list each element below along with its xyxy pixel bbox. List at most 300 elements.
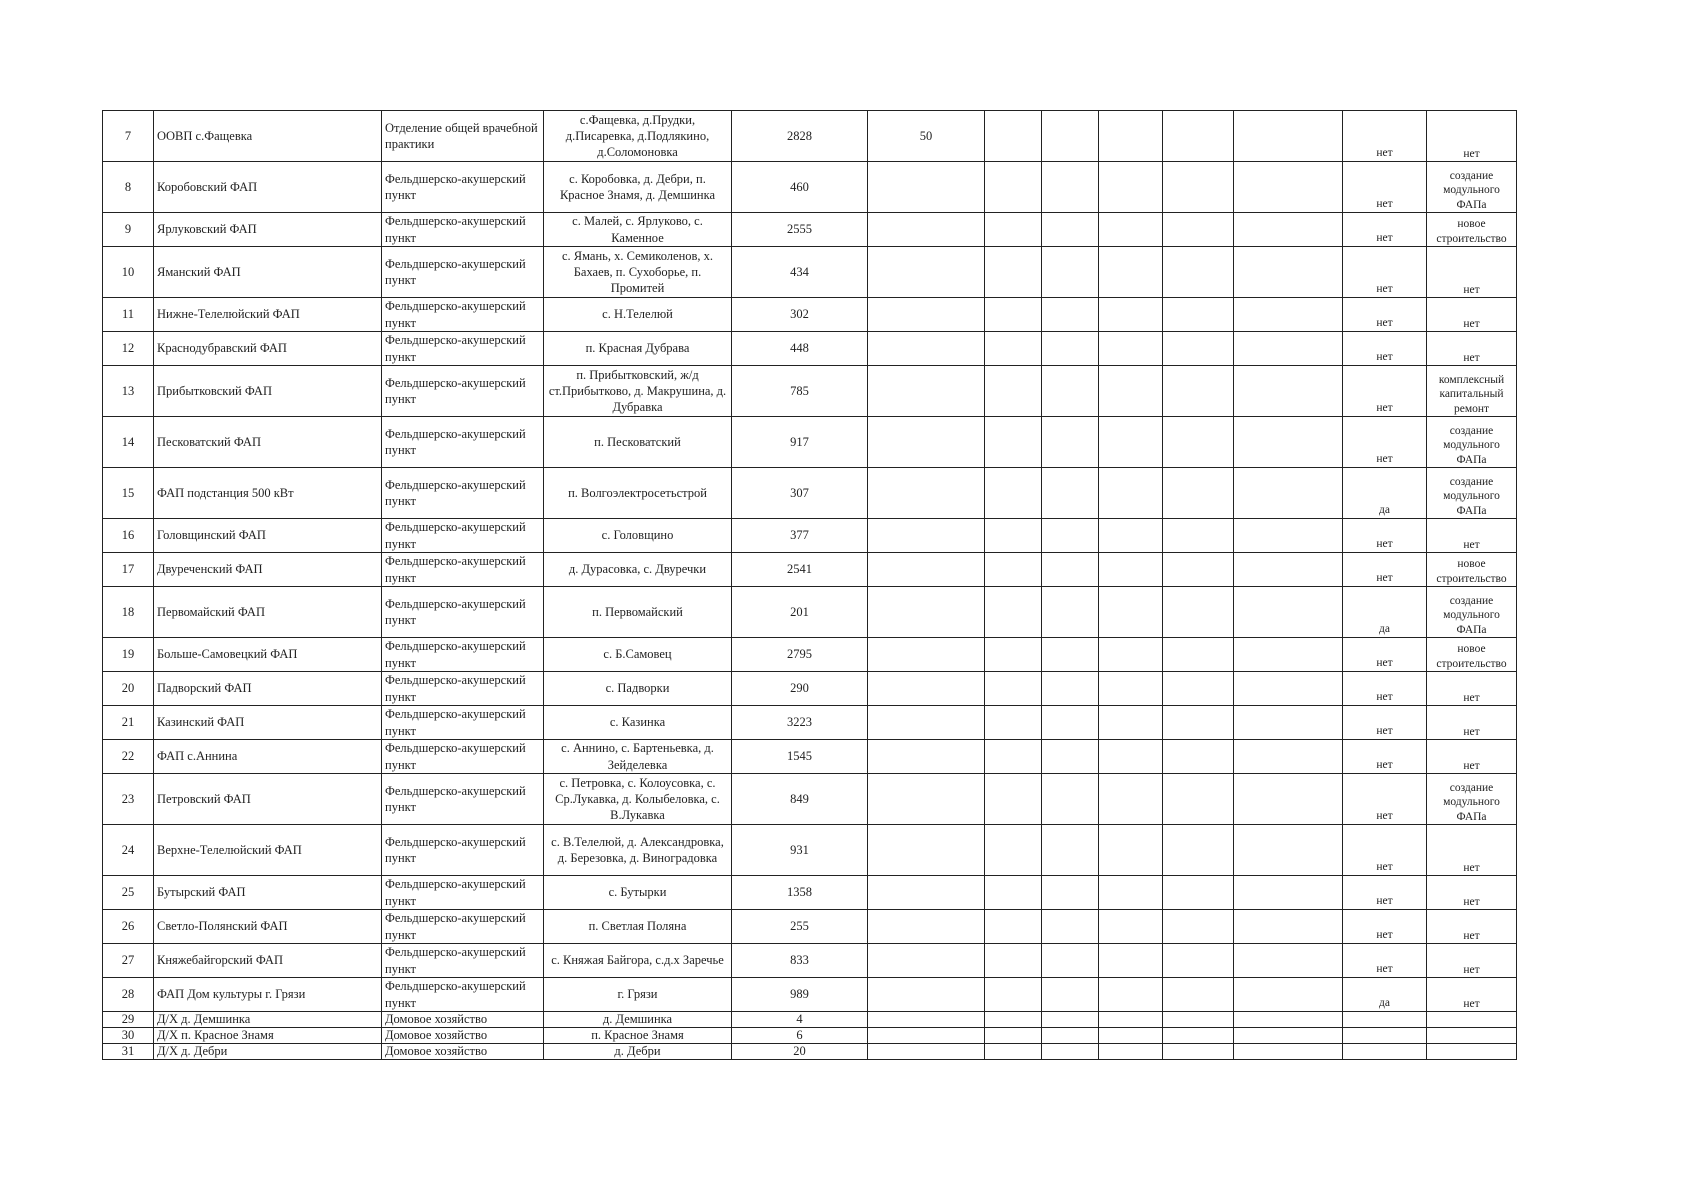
planned-action-cell: создание модульного ФАПа: [1427, 162, 1517, 213]
flag-cell: [1343, 1012, 1427, 1028]
empty-cell: [985, 774, 1042, 825]
facility-name-cell: Головщинский ФАП: [154, 519, 382, 553]
planned-action-cell: новое строительство: [1427, 213, 1517, 247]
empty-cell: [1042, 978, 1099, 1012]
facility-name-cell: Ярлуковский ФАП: [154, 213, 382, 247]
flag-cell: нет: [1343, 774, 1427, 825]
empty-cell: [1099, 162, 1163, 213]
row-number-cell: 18: [103, 587, 154, 638]
table-row: [103, 468, 1517, 519]
empty-cell: [1163, 468, 1234, 519]
table-row: [103, 1028, 1517, 1044]
empty-cell: [985, 672, 1042, 706]
empty-cell: [1042, 910, 1099, 944]
facility-name-cell: Первомайский ФАП: [154, 587, 382, 638]
empty-cell: [1163, 706, 1234, 740]
empty-cell: [1234, 1012, 1343, 1028]
empty-cell: [1042, 298, 1099, 332]
empty-cell: [1163, 774, 1234, 825]
table-row: [103, 1044, 1517, 1060]
facility-name-cell: Прибытковский ФАП: [154, 366, 382, 417]
planned-action-cell: создание модульного ФАПа: [1427, 587, 1517, 638]
empty-cell: [1042, 825, 1099, 876]
empty-cell: [1042, 587, 1099, 638]
row-number-cell: 10: [103, 247, 154, 298]
table-row: [103, 213, 1517, 247]
planned-action-cell: нет: [1427, 298, 1517, 332]
facility-type-cell: Домовое хозяйство: [382, 1044, 544, 1060]
facility-type-cell: Фельдшерско-акушерский пункт: [382, 587, 544, 638]
value-cell: [868, 417, 985, 468]
row-number-cell: 17: [103, 553, 154, 587]
empty-cell: [1163, 553, 1234, 587]
empty-cell: [1042, 162, 1099, 213]
flag-cell: нет: [1343, 672, 1427, 706]
facility-type-cell: Отделение общей врачебной практики: [382, 111, 544, 162]
empty-cell: [1163, 213, 1234, 247]
empty-cell: [1163, 587, 1234, 638]
table-row: [103, 366, 1517, 417]
flag-cell: нет: [1343, 553, 1427, 587]
empty-cell: [985, 553, 1042, 587]
value-cell: [868, 910, 985, 944]
value-cell: [868, 1028, 985, 1044]
row-number-cell: 14: [103, 417, 154, 468]
table-row: [103, 740, 1517, 774]
empty-cell: [985, 740, 1042, 774]
facility-name-cell: Д/Х д. Демшинка: [154, 1012, 382, 1028]
settlements-cell: с.Фащевка, д.Прудки, д.Писаревка, д.Подлякино, д.Соломоновка: [544, 111, 732, 162]
planned-action-cell: нет: [1427, 332, 1517, 366]
empty-cell: [1234, 1028, 1343, 1044]
facility-name-cell: Д/Х п. Красное Знамя: [154, 1028, 382, 1044]
empty-cell: [1099, 298, 1163, 332]
value-cell: [868, 162, 985, 213]
empty-cell: [1234, 417, 1343, 468]
flag-cell: нет: [1343, 910, 1427, 944]
empty-cell: [1042, 111, 1099, 162]
row-number-cell: 7: [103, 111, 154, 162]
facility-name-cell: Падворский ФАП: [154, 672, 382, 706]
row-number-cell: 20: [103, 672, 154, 706]
population-cell: 785: [732, 366, 868, 417]
empty-cell: [1042, 672, 1099, 706]
planned-action-cell: комплексный капитальный ремонт: [1427, 366, 1517, 417]
facility-type-cell: Домовое хозяйство: [382, 1028, 544, 1044]
table-row: [103, 706, 1517, 740]
settlements-cell: с. Б.Самовец: [544, 638, 732, 672]
facility-type-cell: Фельдшерско-акушерский пункт: [382, 553, 544, 587]
flag-cell: нет: [1343, 876, 1427, 910]
facility-type-cell: Фельдшерско-акушерский пункт: [382, 298, 544, 332]
flag-cell: нет: [1343, 417, 1427, 468]
row-number-cell: 23: [103, 774, 154, 825]
facility-name-cell: ФАП с.Аннина: [154, 740, 382, 774]
empty-cell: [1234, 111, 1343, 162]
table-row: [103, 825, 1517, 876]
value-cell: [868, 825, 985, 876]
empty-cell: [1234, 213, 1343, 247]
planned-action-cell: [1427, 1012, 1517, 1028]
row-number-cell: 13: [103, 366, 154, 417]
empty-cell: [1234, 298, 1343, 332]
table-row: [103, 417, 1517, 468]
population-cell: 20: [732, 1044, 868, 1060]
empty-cell: [985, 247, 1042, 298]
facility-type-cell: Фельдшерско-акушерский пункт: [382, 468, 544, 519]
table-row: [103, 553, 1517, 587]
empty-cell: [1099, 910, 1163, 944]
planned-action-cell: [1427, 1028, 1517, 1044]
population-cell: 833: [732, 944, 868, 978]
population-cell: 460: [732, 162, 868, 213]
settlements-cell: г. Грязи: [544, 978, 732, 1012]
population-cell: 2828: [732, 111, 868, 162]
row-number-cell: 28: [103, 978, 154, 1012]
settlements-cell: п. Красная Дубрава: [544, 332, 732, 366]
population-cell: 302: [732, 298, 868, 332]
population-cell: 3223: [732, 706, 868, 740]
table-row: [103, 672, 1517, 706]
empty-cell: [1163, 876, 1234, 910]
row-number-cell: 30: [103, 1028, 154, 1044]
facility-type-cell: Фельдшерско-акушерский пункт: [382, 825, 544, 876]
facility-type-cell: Фельдшерско-акушерский пункт: [382, 876, 544, 910]
row-number-cell: 29: [103, 1012, 154, 1028]
facility-name-cell: Нижне-Телелюйский ФАП: [154, 298, 382, 332]
table-row: [103, 638, 1517, 672]
settlements-cell: с. Аннино, с. Бартеньевка, д. Зейделевка: [544, 740, 732, 774]
population-cell: 2795: [732, 638, 868, 672]
value-cell: [868, 740, 985, 774]
facility-name-cell: Светло-Полянский ФАП: [154, 910, 382, 944]
empty-cell: [985, 706, 1042, 740]
empty-cell: [985, 978, 1042, 1012]
planned-action-cell: нет: [1427, 944, 1517, 978]
population-cell: 255: [732, 910, 868, 944]
empty-cell: [1099, 1012, 1163, 1028]
empty-cell: [1099, 876, 1163, 910]
facility-name-cell: Верхне-Телелюйский ФАП: [154, 825, 382, 876]
facility-type-cell: Фельдшерско-акушерский пункт: [382, 247, 544, 298]
value-cell: [868, 672, 985, 706]
empty-cell: [1099, 587, 1163, 638]
table-row: [103, 1012, 1517, 1028]
planned-action-cell: нет: [1427, 978, 1517, 1012]
flag-cell: нет: [1343, 162, 1427, 213]
empty-cell: [1234, 706, 1343, 740]
empty-cell: [1163, 1044, 1234, 1060]
empty-cell: [1163, 910, 1234, 944]
settlements-cell: п. Первомайский: [544, 587, 732, 638]
empty-cell: [1042, 417, 1099, 468]
empty-cell: [1099, 213, 1163, 247]
empty-cell: [1234, 825, 1343, 876]
empty-cell: [1042, 519, 1099, 553]
table-row: [103, 944, 1517, 978]
empty-cell: [1234, 944, 1343, 978]
value-cell: [868, 774, 985, 825]
empty-cell: [1234, 468, 1343, 519]
empty-cell: [1234, 740, 1343, 774]
empty-cell: [1042, 774, 1099, 825]
facility-name-cell: Краснодубравский ФАП: [154, 332, 382, 366]
empty-cell: [1163, 417, 1234, 468]
value-cell: [868, 298, 985, 332]
empty-cell: [1042, 213, 1099, 247]
flag-cell: нет: [1343, 213, 1427, 247]
empty-cell: [985, 366, 1042, 417]
empty-cell: [985, 638, 1042, 672]
population-cell: 434: [732, 247, 868, 298]
table-row: [103, 519, 1517, 553]
population-cell: 2541: [732, 553, 868, 587]
settlements-cell: д. Дебри: [544, 1044, 732, 1060]
facility-type-cell: Фельдшерско-акушерский пункт: [382, 213, 544, 247]
empty-cell: [1099, 468, 1163, 519]
facility-name-cell: ООВП с.Фащевка: [154, 111, 382, 162]
settlements-cell: д. Демшинка: [544, 1012, 732, 1028]
facility-name-cell: ФАП Дом культуры г. Грязи: [154, 978, 382, 1012]
row-number-cell: 24: [103, 825, 154, 876]
empty-cell: [1099, 774, 1163, 825]
empty-cell: [985, 332, 1042, 366]
value-cell: [868, 1044, 985, 1060]
settlements-cell: с. Н.Телелюй: [544, 298, 732, 332]
facility-name-cell: Петровский ФАП: [154, 774, 382, 825]
empty-cell: [1163, 978, 1234, 1012]
empty-cell: [1042, 740, 1099, 774]
empty-cell: [1234, 1044, 1343, 1060]
value-cell: [868, 638, 985, 672]
empty-cell: [985, 825, 1042, 876]
facility-name-cell: Княжебайгорский ФАП: [154, 944, 382, 978]
empty-cell: [1099, 672, 1163, 706]
empty-cell: [1163, 944, 1234, 978]
row-number-cell: 27: [103, 944, 154, 978]
empty-cell: [985, 944, 1042, 978]
flag-cell: нет: [1343, 519, 1427, 553]
population-cell: 931: [732, 825, 868, 876]
flag-cell: нет: [1343, 111, 1427, 162]
empty-cell: [1163, 298, 1234, 332]
empty-cell: [1163, 332, 1234, 366]
empty-cell: [1234, 332, 1343, 366]
facility-type-cell: Домовое хозяйство: [382, 1012, 544, 1028]
table-row: [103, 298, 1517, 332]
population-cell: 4: [732, 1012, 868, 1028]
empty-cell: [1099, 332, 1163, 366]
value-cell: [868, 587, 985, 638]
planned-action-cell: создание модульного ФАПа: [1427, 774, 1517, 825]
table-row: [103, 876, 1517, 910]
settlements-cell: с. Казинка: [544, 706, 732, 740]
value-cell: [868, 1012, 985, 1028]
empty-cell: [1042, 1012, 1099, 1028]
empty-cell: [1234, 910, 1343, 944]
empty-cell: [1163, 247, 1234, 298]
settlements-cell: с. Ямань, х. Семиколенов, х. Бахаев, п. Сухоборье, п. Промитей: [544, 247, 732, 298]
empty-cell: [1042, 332, 1099, 366]
empty-cell: [1099, 519, 1163, 553]
population-cell: 448: [732, 332, 868, 366]
flag-cell: да: [1343, 468, 1427, 519]
empty-cell: [1163, 1012, 1234, 1028]
empty-cell: [985, 1044, 1042, 1060]
planned-action-cell: нет: [1427, 111, 1517, 162]
planned-action-cell: нет: [1427, 672, 1517, 706]
flag-cell: [1343, 1044, 1427, 1060]
planned-action-cell: создание модульного ФАПа: [1427, 468, 1517, 519]
empty-cell: [985, 1028, 1042, 1044]
empty-cell: [1099, 978, 1163, 1012]
population-cell: 2555: [732, 213, 868, 247]
population-cell: 989: [732, 978, 868, 1012]
facility-name-cell: Коробовский ФАП: [154, 162, 382, 213]
settlements-cell: п. Прибытковский, ж/д ст.Прибытково, д. Макрушина, д. Дубравка: [544, 366, 732, 417]
facility-type-cell: Фельдшерско-акушерский пункт: [382, 332, 544, 366]
settlements-cell: с. Падворки: [544, 672, 732, 706]
flag-cell: нет: [1343, 825, 1427, 876]
planned-action-cell: нет: [1427, 825, 1517, 876]
empty-cell: [1042, 468, 1099, 519]
settlements-cell: п. Волгоэлектросетьстрой: [544, 468, 732, 519]
empty-cell: [1042, 247, 1099, 298]
population-cell: 1545: [732, 740, 868, 774]
empty-cell: [985, 519, 1042, 553]
table-row: [103, 247, 1517, 298]
empty-cell: [1234, 638, 1343, 672]
table-row: [103, 162, 1517, 213]
value-cell: [868, 553, 985, 587]
empty-cell: [985, 587, 1042, 638]
flag-cell: нет: [1343, 638, 1427, 672]
empty-cell: [1234, 553, 1343, 587]
settlements-cell: с. Малей, с. Ярлуково, с. Каменное: [544, 213, 732, 247]
empty-cell: [1099, 825, 1163, 876]
value-cell: [868, 944, 985, 978]
facility-name-cell: Д/Х д. Дебри: [154, 1044, 382, 1060]
empty-cell: [985, 910, 1042, 944]
value-cell: [868, 978, 985, 1012]
population-cell: 917: [732, 417, 868, 468]
facility-type-cell: Фельдшерско-акушерский пункт: [382, 638, 544, 672]
settlements-cell: п. Песковатский: [544, 417, 732, 468]
row-number-cell: 8: [103, 162, 154, 213]
settlements-cell: с. Петровка, с. Колоусовка, с. Ср.Лукавка, д. Колыбеловка, с. В.Лукавка: [544, 774, 732, 825]
empty-cell: [985, 111, 1042, 162]
table-row: [103, 910, 1517, 944]
empty-cell: [1163, 672, 1234, 706]
row-number-cell: 15: [103, 468, 154, 519]
planned-action-cell: нет: [1427, 876, 1517, 910]
population-cell: 6: [732, 1028, 868, 1044]
value-cell: [868, 876, 985, 910]
row-number-cell: 21: [103, 706, 154, 740]
empty-cell: [1163, 638, 1234, 672]
empty-cell: [1042, 706, 1099, 740]
settlements-cell: с. Княжая Байгора, с.д.х Заречье: [544, 944, 732, 978]
empty-cell: [1234, 774, 1343, 825]
empty-cell: [1099, 417, 1163, 468]
planned-action-cell: [1427, 1044, 1517, 1060]
settlements-cell: с. Коробовка, д. Дебри, п. Красное Знамя, д. Демшинка: [544, 162, 732, 213]
table-row: [103, 774, 1517, 825]
facility-type-cell: Фельдшерско-акушерский пункт: [382, 944, 544, 978]
planned-action-cell: нет: [1427, 519, 1517, 553]
empty-cell: [1163, 519, 1234, 553]
facility-name-cell: Двуреченский ФАП: [154, 553, 382, 587]
facility-type-cell: Фельдшерско-акушерский пункт: [382, 978, 544, 1012]
facilities-table: [102, 110, 1517, 1060]
population-cell: 201: [732, 587, 868, 638]
settlements-cell: п. Красное Знамя: [544, 1028, 732, 1044]
value-cell: [868, 247, 985, 298]
empty-cell: [1042, 553, 1099, 587]
row-number-cell: 19: [103, 638, 154, 672]
planned-action-cell: нет: [1427, 247, 1517, 298]
table-body: [103, 111, 1517, 1060]
empty-cell: [1099, 366, 1163, 417]
row-number-cell: 9: [103, 213, 154, 247]
facility-type-cell: Фельдшерско-акушерский пункт: [382, 672, 544, 706]
flag-cell: нет: [1343, 740, 1427, 774]
table-row: [103, 587, 1517, 638]
planned-action-cell: новое строительство: [1427, 638, 1517, 672]
flag-cell: нет: [1343, 247, 1427, 298]
planned-action-cell: создание модульного ФАПа: [1427, 417, 1517, 468]
facility-name-cell: Больше-Самовецкий ФАП: [154, 638, 382, 672]
empty-cell: [1163, 1028, 1234, 1044]
value-cell: [868, 519, 985, 553]
row-number-cell: 26: [103, 910, 154, 944]
empty-cell: [1234, 876, 1343, 910]
table-row: [103, 978, 1517, 1012]
flag-cell: нет: [1343, 298, 1427, 332]
empty-cell: [1099, 706, 1163, 740]
empty-cell: [1099, 111, 1163, 162]
facility-type-cell: Фельдшерско-акушерский пункт: [382, 706, 544, 740]
flag-cell: [1343, 1028, 1427, 1044]
empty-cell: [1099, 944, 1163, 978]
empty-cell: [985, 468, 1042, 519]
population-cell: 290: [732, 672, 868, 706]
settlements-cell: п. Светлая Поляна: [544, 910, 732, 944]
facility-type-cell: Фельдшерско-акушерский пункт: [382, 740, 544, 774]
empty-cell: [1163, 825, 1234, 876]
settlements-cell: д. Дурасовка, с. Двуречки: [544, 553, 732, 587]
value-cell: [868, 213, 985, 247]
facility-type-cell: Фельдшерско-акушерский пункт: [382, 417, 544, 468]
facility-name-cell: ФАП подстанция 500 кВт: [154, 468, 382, 519]
empty-cell: [1234, 672, 1343, 706]
empty-cell: [985, 213, 1042, 247]
empty-cell: [1234, 162, 1343, 213]
facility-type-cell: Фельдшерско-акушерский пункт: [382, 162, 544, 213]
population-cell: 307: [732, 468, 868, 519]
empty-cell: [1234, 366, 1343, 417]
row-number-cell: 16: [103, 519, 154, 553]
empty-cell: [1099, 1044, 1163, 1060]
empty-cell: [1163, 366, 1234, 417]
planned-action-cell: нет: [1427, 706, 1517, 740]
empty-cell: [1099, 740, 1163, 774]
row-number-cell: 12: [103, 332, 154, 366]
flag-cell: нет: [1343, 366, 1427, 417]
empty-cell: [1042, 1028, 1099, 1044]
empty-cell: [1163, 740, 1234, 774]
flag-cell: нет: [1343, 944, 1427, 978]
